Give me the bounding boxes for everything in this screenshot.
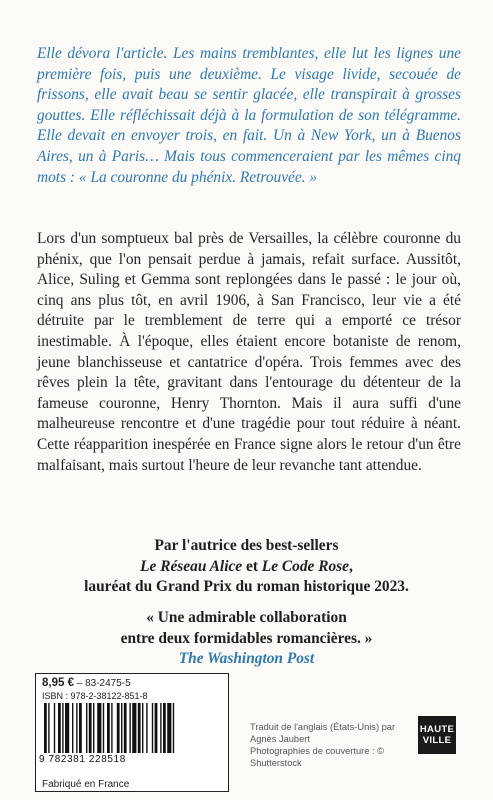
barcode-panel (35, 673, 229, 778)
intro-excerpt: Elle dévora l'article. Les mains tremblantes, elle lut les lignes une première fois, puis une deuxième. Le visage livide, secouée de frissons, elle avait beau se sentir glacée, elle transpirait à grosses gouttes. Elle réfléchissait déjà à la formulation de son télégramme. Elle devait en envoyer trois, en fait. Un à New York, un à Buenos Aires, un à Paris… Mais tous commenceraient par les mêmes cinq mots : « La couronne du phénix. Retrouvée. » (37, 45, 461, 186)
credit-line-2 (20, 557, 473, 578)
credit-title-1: Le Réseau Alice (140, 557, 243, 575)
isbn: ISBN : 978-2-38122-851-8 (42, 691, 148, 701)
quote-source: The Washington Post (178, 650, 315, 668)
barcode-digits: 9 782381 228518 (39, 754, 126, 765)
author-credit (20, 536, 473, 598)
credit-conjunction: et (242, 557, 262, 575)
product-code: – 83-2475-5 (73, 678, 131, 689)
credit-comma: , (349, 557, 353, 575)
logo-line-1: HAUTE (419, 724, 455, 735)
publisher-logo (418, 716, 456, 754)
book-summary: Lors d'un somptueux bal près de Versailles, la célèbre couronne du phénix, que l'on pensait perdue à jamais, refait surface. Aussitôt, Alice, Suling et Gemma sont replongées dans le passé : le jour où, cinq ans plus tôt, en avril 1906, à San Francisco, leur vie a été détruite par le tremblement de terre qui a emporté ce trésor inestimable. À l'époque, elles étaient encore botaniste de renom, jeune blanchisseuse et cantatrice d'opéra. Trois femmes avec des rêves plein la tête, gravitant dans l'entourage du détenteur de la fameuse couronne, Henry Thornton. Mais il aura suffi d'une malheureuse rencontre et d'une tragédie pour tout réduire à néant. Cette réapparition inespérée en France signe alors le retour d'un être malfaisant, mais surtout l'heure de leur revanche tant attendue. (37, 230, 461, 474)
logo-line-2: VILLE (422, 735, 452, 746)
credit-line-3: lauréat du Grand Prix du roman historique 2023. (84, 578, 409, 596)
press-quote (20, 608, 473, 670)
photo-credit-line: Photographies de couverture : © Shutterstock (250, 746, 384, 768)
credit-title-2: Le Code Rose (261, 557, 349, 575)
credit-line-1: Par l'autrice des best-sellers (154, 537, 339, 554)
translator-credit (250, 721, 410, 769)
price: 8,95 € (42, 677, 74, 689)
translator-line: Traduit de l'anglais (États-Unis) par Agnès Jaubert (250, 722, 396, 744)
quote-line-1: « Une admirable collaboration (146, 609, 347, 626)
made-in-france: Fabriqué en France (35, 777, 229, 792)
barcode-image (42, 703, 222, 753)
quote-line-2: entre deux formidables romancières. » (120, 629, 373, 647)
price-row (42, 677, 131, 689)
